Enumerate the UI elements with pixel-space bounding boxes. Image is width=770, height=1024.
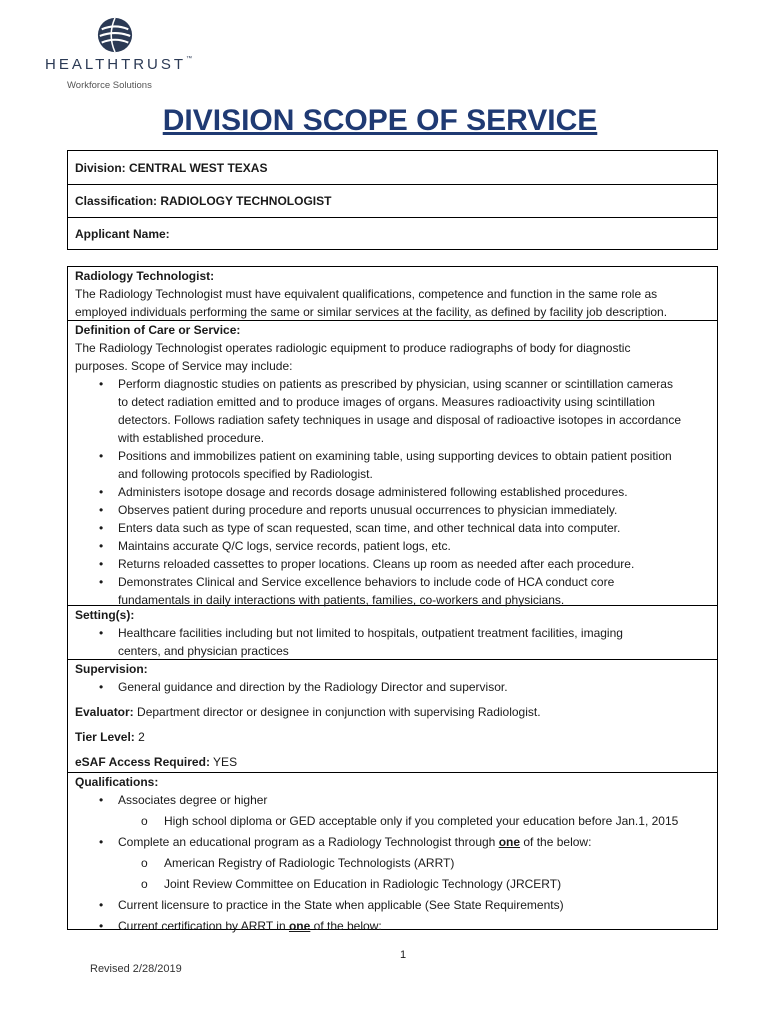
list-item: • Administers isotope dosage and records dosage administered following established procedures. [75,483,710,501]
applicant-name-field: Applicant Name: [75,227,170,241]
qualifications-list [75,791,710,935]
section-heading: Setting(s): [75,608,135,622]
brand-tagline: Workforce Solutions [67,80,152,91]
sub-list-item: o Joint Review Committee on Education in Radiologic Technology (JRCERT) [75,875,710,893]
list-item: • Observes patient during procedure and reports unusual occurrences to physician immediately. [75,501,710,519]
revised-date: Revised 2/28/2019 [90,963,182,975]
radtech-section [68,267,717,321]
sub-list-item: o High school diploma or GED acceptable only if you completed your education before Jan.1, 2015 [75,812,710,830]
list-item: • Current certification by ARRT in one of the below: [75,917,710,935]
list-item: • Maintains accurate Q/C logs, service records, patient logs, etc. [75,537,710,555]
section-heading: Qualifications: [75,775,159,789]
info-table [67,150,718,250]
list-item: • Complete an educational program as a Radiology Technologist through one of the below: [75,833,710,851]
applicant-row [68,217,717,250]
list-item: • Returns reloaded cassettes to proper locations. Cleans up room as needed after each procedure. [75,555,710,573]
list-item: • General guidance and direction by the Radiology Director and supervisor. [75,678,710,696]
list-item: • Enters data such as type of scan requested, scan time, and other technical data into computer. [75,519,710,537]
division-row [68,151,717,185]
list-item: • Perform diagnostic studies on patients as prescribed by physician, using scanner or scintillation cameras to detect radiation emitted and to produce images of organs. Measures radioactivity using scintillation detectors. Follows radiation safety techniques in usage and disposal of radioactive isotopes in accordance with established procedure. [75,375,710,447]
brand-name: HEALTHTRUST™ [45,56,193,73]
list-item: • Associates degree or higher [75,791,710,809]
section-heading: Supervision: [75,662,148,676]
setting-list [75,624,710,660]
tier-level-line: Tier Level: 2 [75,730,145,744]
duties-list [75,375,710,609]
setting-section [68,606,717,660]
paragraph-line: purposes. Scope of Service may include: [75,359,293,373]
section-heading: Definition of Care or Service: [75,323,241,337]
esaf-line: eSAF Access Required: YES [75,755,238,769]
division-field: Division: CENTRAL WEST TEXAS [75,161,268,175]
document-title: DIVISION SCOPE OF SERVICE [162,104,598,137]
paragraph-line: employed individuals performing the same or similar services at the facility, as defined by facility job description. [75,305,668,319]
sub-list-item: o American Registry of Radiologic Technologists (ARRT) [75,854,710,872]
paragraph-line: The Radiology Technologist operates radiologic equipment to produce radiographs of body for diagnostic [75,341,631,355]
paragraph-line: The Radiology Technologist must have equivalent qualifications, competence and function in the same role as [75,287,658,301]
classification-field: Classification: RADIOLOGY TECHNOLOGIST [75,194,332,208]
qualifications-section [68,773,717,931]
classification-row [68,184,717,218]
list-item: • Healthcare facilities including but not limited to hospitals, outpatient treatment facilities, imaging centers, and physician practices [75,624,710,660]
evaluator-line: Evaluator: Department director or designee in conjunction with supervising Radiologist. [75,705,541,719]
supervision-section [68,660,717,773]
list-item: • Demonstrates Clinical and Service excellence behaviors to include code of HCA conduct core fundamentals in daily interactions with patients, families, co-workers and physicians. [75,573,710,609]
list-item: • Positions and immobilizes patient on examining table, using supporting devices to obtain patient position and following protocols specified by Radiologist. [75,447,710,483]
page-number: 1 [400,949,407,961]
supervision-list [75,678,710,696]
definition-section [68,321,717,606]
list-item: • Current licensure to practice in the State when applicable (See State Requirements) [75,896,710,914]
globe-icon [96,16,134,54]
scope-table [67,266,718,933]
section-heading: Radiology Technologist: [75,269,215,283]
